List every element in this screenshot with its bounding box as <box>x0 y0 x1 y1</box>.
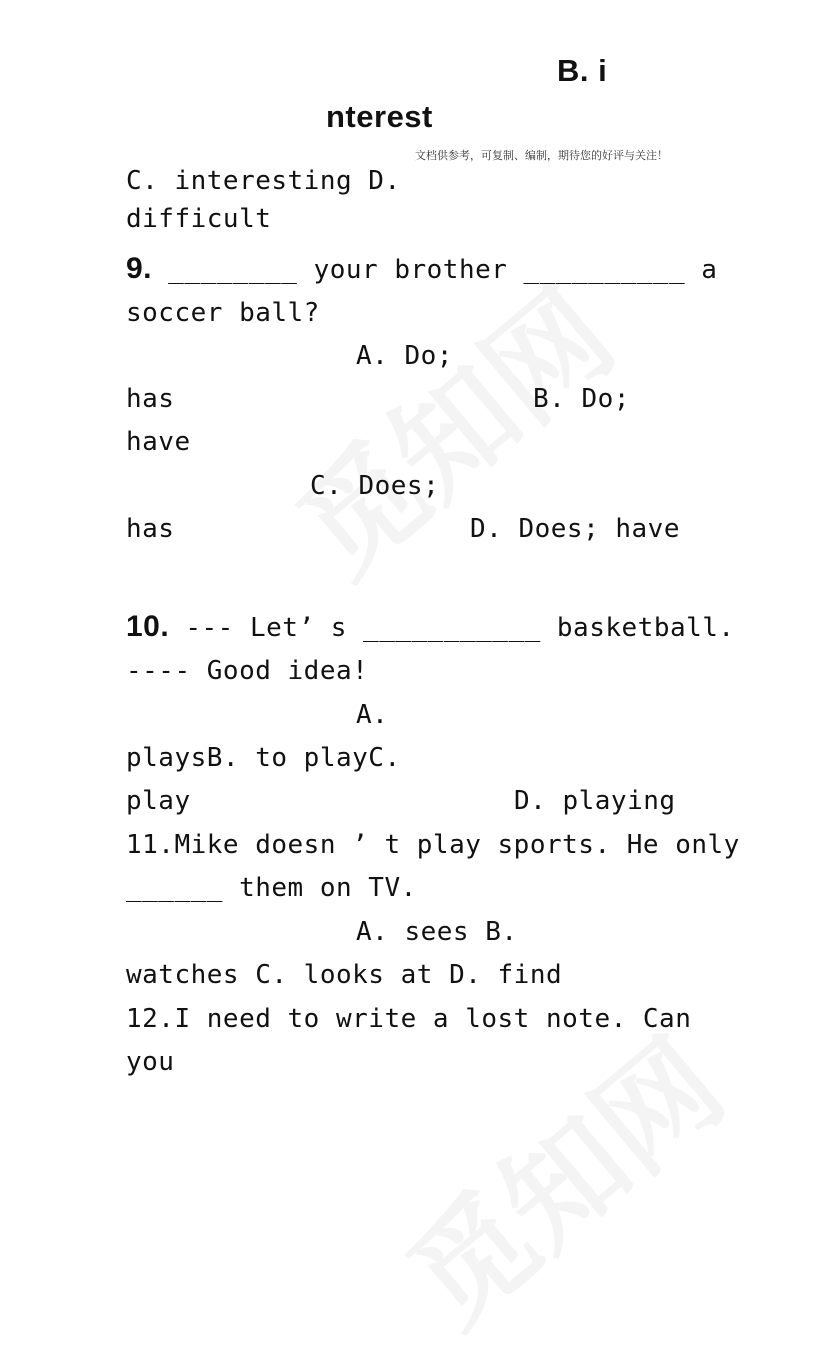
q9-option-a: A. Do; <box>356 341 453 371</box>
q9-option-b-cont: have <box>126 427 191 457</box>
reference-note: 文档供参考，可复制、编制，期待您的好评与关注！ <box>415 149 668 162</box>
q8-options-line2: difficult <box>126 204 272 234</box>
q9-stem-text: ________ your brother __________ a <box>152 255 718 285</box>
q9-option-d: D. Does; have <box>470 514 680 544</box>
q10-stem <box>126 612 735 643</box>
watermark-bottom <box>367 994 753 1357</box>
q10-options-bc: playsB. to playC. <box>126 743 401 773</box>
q9-option-c-cont: has <box>126 514 175 544</box>
q9-option-b: B. Do; <box>533 384 630 414</box>
q10-option-d: D. playing <box>514 786 676 816</box>
q11-stem: 11.Mike doesn ’ t play sports. He only <box>126 830 740 860</box>
q10-option-a: A. <box>356 700 389 730</box>
q10-option-c-cont: play <box>126 786 191 816</box>
q9-stem <box>126 254 717 285</box>
q12-stem: 12.I need to write a lost note. Can <box>126 1004 692 1034</box>
q10-stem-text: --- Let’ s ___________ basketball. <box>169 613 735 643</box>
q9-number: 9. <box>126 252 153 285</box>
q10-reply: ---- Good idea! <box>126 656 369 686</box>
q11-stem-line2: ______ them on TV. <box>126 873 417 903</box>
option-b-rest: nterest <box>326 99 433 134</box>
q9-option-c: C. Does; <box>310 471 440 501</box>
q9-stem-line2: soccer ball? <box>126 298 320 328</box>
q8-options-line1: C. interesting D. <box>126 166 401 196</box>
q11-option-a: A. sees B. <box>356 917 518 947</box>
q11-options-rest: watches C. looks at D. find <box>126 960 563 990</box>
option-b-part: B. i <box>557 53 608 88</box>
q9-option-a-cont: has <box>126 384 175 414</box>
q12-stem-line2: you <box>126 1047 175 1077</box>
q10-number: 10. <box>126 610 170 643</box>
